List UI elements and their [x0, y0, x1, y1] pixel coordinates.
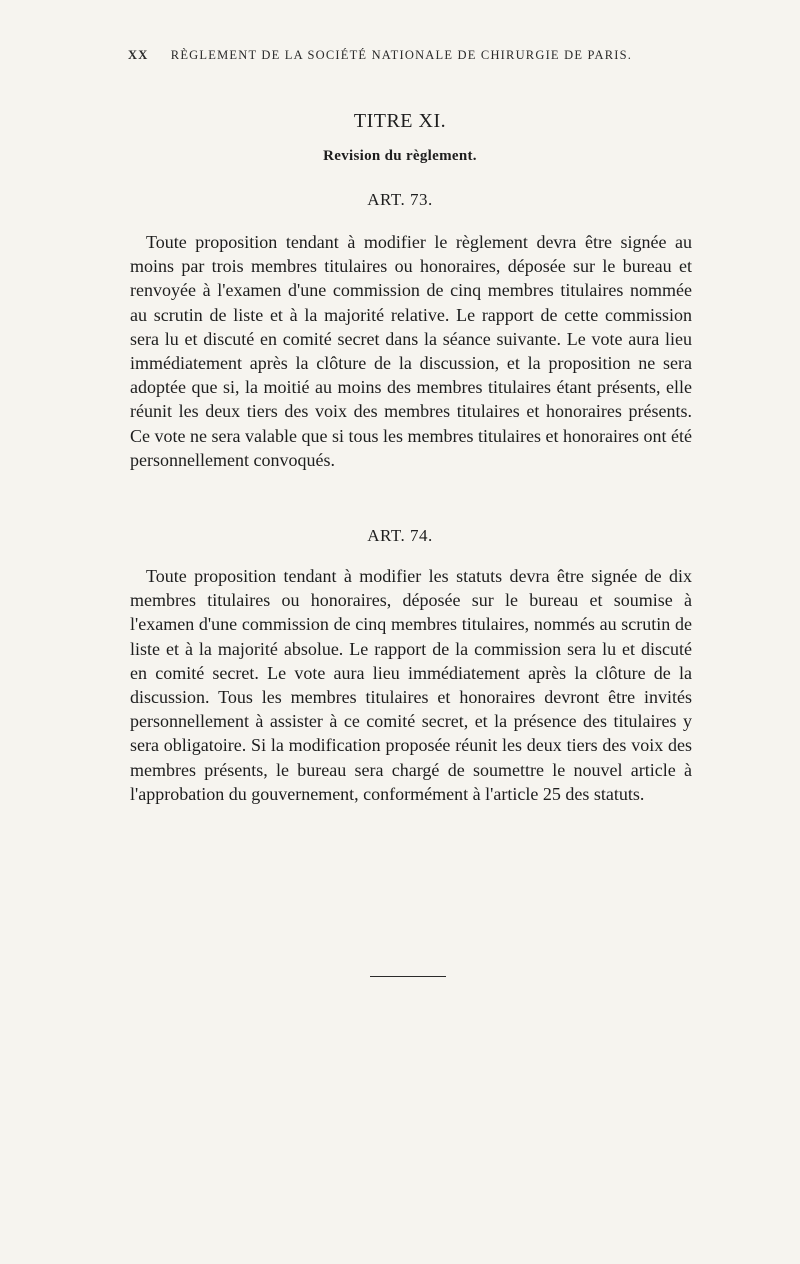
- article-74-heading: ART. 74.: [367, 526, 433, 545]
- article-73-text: Toute proposition tendant à modifier le règlement devra être signée au moins par trois membres titulaires ou honoraires, déposée sur le bureau et renvoyée à l'examen d'une commission de cinq membres titulaires nommée au scrutin de liste et à la majorité relative. Le rapport de cette commission sera lu et discuté en comité secret dans la séance suivante. Le vote aura lieu immédiatement après la clôture de la discussion, et la proposition ne sera adoptée que si, la moitié au moins des membres titulaires étant présents, elle réunit les deux tiers des voix des membres titulaires et honoraires présents. Ce vote ne sera valable que si tous les membres titulaires et honoraires ont été personnellement convoqués.: [130, 232, 692, 470]
- running-title: RÈGLEMENT DE LA SOCIÉTÉ NATIONALE DE CHIRURGIE DE PARIS.: [170, 48, 633, 62]
- closing-rule: [370, 976, 446, 977]
- section-subtitle: Revision du règlement.: [323, 148, 477, 164]
- article-74-text: Toute proposition tendant à modifier les statuts devra être signée de dix membres titulaires ou honoraires, déposée sur le bureau et soumise à l'examen d'une commission de cinq membres titulaires, nommés au scrutin de liste et à la majorité absolue. Le rapport de la commission sera lu et discuté en comité secret. Le vote aura lieu immédiatement après la clôture de la discussion. Tous les membres titulaires et honoraires devront être invités personnellement à assister à ce comité secret, et la présence des titulaires y sera obligatoire. Si la modification proposée réunit les deux tiers des voix des membres présents, le bureau sera chargé de soumettre le nouvel article à l'approbation du gouvernement, conformément à l'article 25 des statuts.: [130, 566, 692, 804]
- running-header: [128, 48, 688, 63]
- page-number: XX: [128, 48, 149, 62]
- section-title: TITRE XI.: [353, 110, 447, 132]
- article-73-heading: ART. 73.: [367, 190, 433, 209]
